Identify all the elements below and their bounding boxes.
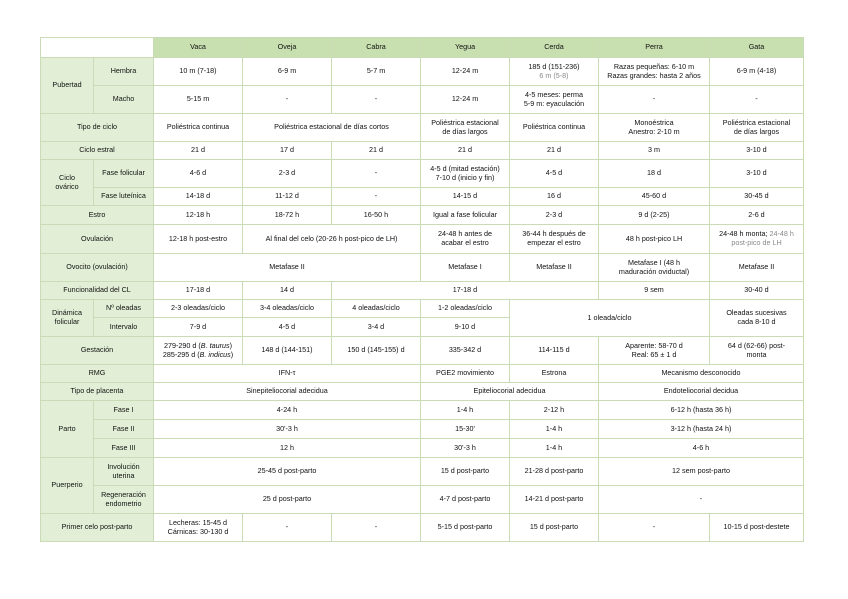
cell: 9 d (2-25) — [599, 206, 710, 225]
row-pubertad-macho — [41, 86, 804, 114]
cell: 25 d post-parto — [154, 486, 421, 514]
col-header-oveja: Oveja — [243, 38, 332, 58]
cell: 9 sem — [599, 282, 710, 300]
cell: 4-6 d — [154, 160, 243, 188]
cell: 1-2 oleadas/ciclo — [421, 300, 510, 318]
cell: Al final del celo (20-26 h post-pico de LH) — [243, 225, 421, 254]
row-label-ovocito: Ovocito (ovulación) — [41, 254, 154, 282]
cell — [510, 58, 599, 86]
cell: - — [243, 86, 332, 114]
cell-line: Cárnicas: 30-130 d — [167, 526, 229, 536]
cell: 5-15 m — [154, 86, 243, 114]
cell: 4-6 h — [599, 439, 804, 458]
cell: IFN-τ — [154, 365, 421, 383]
cell: 3 m — [599, 142, 710, 160]
cell: 1 oleada/ciclo — [510, 300, 710, 337]
cell-line: 285-295 d ( — [162, 349, 200, 359]
cell: 5-15 d post-parto — [421, 514, 510, 542]
cell: 14-15 d — [421, 188, 510, 206]
cell: 10-15 d post-destete — [710, 514, 804, 542]
cell: 12 h — [154, 439, 421, 458]
cell: 3-12 h (hasta 24 h) — [599, 420, 804, 439]
cell: 17-18 d — [332, 282, 599, 300]
cell-line: Ciclo — [59, 172, 75, 182]
cell: 4-5 d — [243, 318, 332, 337]
cell: 5-7 m — [332, 58, 421, 86]
cell-line: 185 d (151-236) — [528, 61, 580, 71]
cell: 3-10 d — [710, 142, 804, 160]
cell: - — [243, 514, 332, 542]
row-label-tipo-ciclo: Tipo de ciclo — [41, 114, 154, 142]
cell: 14-18 d — [154, 188, 243, 206]
cell: 9-10 d — [421, 318, 510, 337]
cell — [599, 58, 710, 86]
cell-line: uterina — [112, 470, 135, 480]
row-label-primer-celo: Primer celo post-parto — [41, 514, 154, 542]
cell: 16-50 h — [332, 206, 421, 225]
row-ciclo-estral — [41, 142, 804, 160]
col-header-cabra: Cabra — [332, 38, 421, 58]
row-label-gestacion: Gestación — [41, 337, 154, 365]
cell: Poliéstrica estacional de días cortos — [243, 114, 421, 142]
row-ovocito — [41, 254, 804, 282]
cell: 15 d post-parto — [421, 458, 510, 486]
cell: 3-4 d — [332, 318, 421, 337]
cell-line: Real: 65 ± 1 d — [631, 349, 677, 359]
row-sublabel-intervalo: Intervalo — [94, 318, 154, 337]
row-label-placenta: Tipo de placenta — [41, 383, 154, 401]
row-sublabel-luteinica: Fase luteínica — [94, 188, 154, 206]
cell: 4 oleadas/ciclo — [332, 300, 421, 318]
cell: Mecanismo desconocido — [599, 365, 804, 383]
row-parto-fase1 — [41, 401, 804, 420]
cell-line: ovárico — [55, 181, 79, 191]
row-sublabel-involucion — [94, 458, 154, 486]
cell-line: Regeneración — [101, 489, 146, 499]
row-estro — [41, 206, 804, 225]
cell: 15-30' — [421, 420, 510, 439]
row-sublabel-fase1: Fase I — [94, 401, 154, 420]
cell: 2-3 d — [510, 206, 599, 225]
cell-line: 24-48 h monta; — [719, 229, 768, 239]
cell: 17-18 d — [154, 282, 243, 300]
cell-line: B. taurus — [200, 340, 230, 350]
cell: 45-60 d — [599, 188, 710, 206]
cell: 14-21 d post-parto — [510, 486, 599, 514]
row-tipo-ciclo — [41, 114, 804, 142]
cell: 2-6 d — [710, 206, 804, 225]
cell: - — [332, 514, 421, 542]
cell: 21-28 d post-parto — [510, 458, 599, 486]
cell: PGE2 movimiento — [421, 365, 510, 383]
cell — [421, 160, 510, 188]
cell: 12-24 m — [421, 58, 510, 86]
reproductive-comparison-table — [40, 37, 804, 542]
cell: 18 d — [599, 160, 710, 188]
row-ovulacion — [41, 225, 804, 254]
cell — [154, 337, 243, 365]
cell: - — [332, 86, 421, 114]
row-sublabel-hembra: Hembra — [94, 58, 154, 86]
cell — [421, 114, 510, 142]
cell: Metafase II — [510, 254, 599, 282]
cell-line: post-pico de LH — [731, 238, 782, 247]
cell: 25-45 d post-parto — [154, 458, 421, 486]
row-placenta — [41, 383, 804, 401]
cell-line: Razas grandes: hasta 2 años — [607, 70, 701, 80]
cell-line: ) — [230, 349, 234, 359]
cell: 12 sem post-parto — [599, 458, 804, 486]
cell-line: 279-290 d ( — [164, 340, 201, 350]
cell — [710, 225, 804, 254]
cell — [154, 514, 243, 542]
cell-line: Lecheras: 15-45 d — [169, 517, 227, 527]
cell: - — [710, 86, 804, 114]
cell: 30-40 d — [710, 282, 804, 300]
row-label-funcionalidad-cl: Funcionalidad del CL — [41, 282, 154, 300]
cell: 1-4 h — [421, 401, 510, 420]
row-pubertad-hembra — [41, 58, 804, 86]
cell-line: 4-5 d (mitad estación) — [430, 163, 500, 173]
cell: Metafase I — [421, 254, 510, 282]
cell-line: Aparente: 58-70 d — [625, 340, 683, 350]
cell: - — [599, 486, 804, 514]
row-sublabel-folicular: Fase folicular — [94, 160, 154, 188]
cell: 15 d post-parto — [510, 514, 599, 542]
cell-line: B. indicus — [199, 349, 231, 359]
cell-line: endometrio — [105, 498, 142, 508]
cell-line: ) — [229, 340, 232, 350]
cell — [710, 337, 804, 365]
cell: 3-4 oleadas/ciclo — [243, 300, 332, 318]
cell-line: 24-48 h antes de — [438, 229, 492, 239]
row-sublabel-oleadas: Nº oleadas — [94, 300, 154, 318]
cell: Estrona — [510, 365, 599, 383]
cell: Sinepiteliocorial adecidua — [154, 383, 421, 401]
header-row — [41, 38, 804, 58]
cell-line: 5-9 m: eyaculación — [523, 98, 585, 108]
cell: 150 d (145-155) d — [332, 337, 421, 365]
row-label-estro: Estro — [41, 206, 154, 225]
cell: Poliéstrica continua — [154, 114, 243, 142]
cell: 16 d — [510, 188, 599, 206]
cell: 30'-3 h — [421, 439, 510, 458]
row-label-ciclo-estral: Ciclo estral — [41, 142, 154, 160]
cell: 1-4 h — [510, 420, 599, 439]
row-label-dinamica — [41, 300, 94, 337]
cell: - — [332, 188, 421, 206]
cell-line: acabar el estro — [441, 238, 489, 247]
cell: 4-24 h — [154, 401, 421, 420]
col-header-yegua: Yegua — [421, 38, 510, 58]
cell: 21 d — [154, 142, 243, 160]
cell: 114-115 d — [510, 337, 599, 365]
cell: 17 d — [243, 142, 332, 160]
cell — [710, 300, 804, 337]
cell: 3-10 d — [710, 160, 804, 188]
row-primer-celo — [41, 514, 804, 542]
cell-line: 7-10 d (inicio y fin) — [435, 172, 495, 182]
cell: 12-24 m — [421, 86, 510, 114]
row-puerperio-involucion — [41, 458, 804, 486]
cell: 4-5 d — [510, 160, 599, 188]
cell: 6-12 h (hasta 36 h) — [599, 401, 804, 420]
cell-line: 64 d (62-66) post- — [727, 340, 786, 350]
cell-line: Poliéstrica estacional — [431, 117, 499, 127]
row-puerperio-regeneracion — [41, 486, 804, 514]
cell-line: de días largos — [442, 126, 488, 136]
cell-line: empezar el estro — [527, 238, 581, 247]
row-dinamica-oleadas — [41, 300, 804, 318]
cell: Metafase II — [710, 254, 804, 282]
row-parto-fase2 — [41, 420, 804, 439]
cell: 6-9 m — [243, 58, 332, 86]
cell: 30-45 d — [710, 188, 804, 206]
cell — [599, 114, 710, 142]
cell-line: Involución — [107, 461, 140, 471]
cell: Igual a fase folicular — [421, 206, 510, 225]
cell: 2-3 d — [243, 160, 332, 188]
col-header-cerda: Cerda — [510, 38, 599, 58]
cell: - — [599, 86, 710, 114]
cell: 2-3 oleadas/ciclo — [154, 300, 243, 318]
row-funcionalidad-cl — [41, 282, 804, 300]
cell-line: monta — [746, 349, 767, 359]
cell — [599, 254, 710, 282]
cell: Endoteliocorial decidua — [599, 383, 804, 401]
cell: 10 m (7-18) — [154, 58, 243, 86]
row-sublabel-regeneracion — [94, 486, 154, 514]
cell — [421, 225, 510, 254]
cell: 18-72 h — [243, 206, 332, 225]
cell-line: Razas pequeñas: 6-10 m — [613, 61, 695, 71]
cell-line: 6 m (5-8) — [539, 70, 569, 80]
cell-line: 36-44 h después de — [522, 229, 586, 239]
row-sublabel-fase2: Fase II — [94, 420, 154, 439]
row-label-ciclo-ovarico — [41, 160, 94, 206]
cell-line: maduración oviductal) — [618, 266, 690, 276]
cell: 12-18 h post-estro — [154, 225, 243, 254]
row-label-parto: Parto — [41, 401, 94, 458]
cell-line: folicular — [54, 317, 80, 326]
cell-line: Oleadas sucesivas — [726, 308, 787, 318]
cell-line: de días largos — [733, 126, 780, 136]
row-label-rmg: RMG — [41, 365, 154, 383]
cell: 11-12 d — [243, 188, 332, 206]
row-fase-luteinica — [41, 188, 804, 206]
cell — [510, 225, 599, 254]
cell-line: Metafase I (48 h — [628, 257, 680, 267]
cell-line: cada 8-10 d — [737, 317, 776, 326]
col-header-vaca: Vaca — [154, 38, 243, 58]
row-gestacion — [41, 337, 804, 365]
cell: 14 d — [243, 282, 332, 300]
cell-line: 24-48 h — [769, 229, 794, 239]
cell: - — [332, 160, 421, 188]
corner-cell — [41, 38, 154, 58]
cell: 6-9 m (4-18) — [710, 58, 804, 86]
cell-line: Dinámica — [52, 308, 82, 318]
col-header-gata: Gata — [710, 38, 804, 58]
row-label-puerperio: Puerperio — [41, 458, 94, 514]
row-sublabel-macho: Macho — [94, 86, 154, 114]
cell-line: Monoéstrica — [634, 117, 674, 127]
col-header-perra: Perra — [599, 38, 710, 58]
cell-line: Poliéstrica estacional — [722, 117, 791, 127]
cell: 2-12 h — [510, 401, 599, 420]
row-parto-fase3 — [41, 439, 804, 458]
cell: 21 d — [510, 142, 599, 160]
cell: 48 h post-pico LH — [599, 225, 710, 254]
cell: Epiteliocorial adecidua — [421, 383, 599, 401]
row-label-ovulacion: Ovulación — [41, 225, 154, 254]
row-sublabel-fase3: Fase III — [94, 439, 154, 458]
cell: 1-4 h — [510, 439, 599, 458]
row-rmg — [41, 365, 804, 383]
cell: - — [599, 514, 710, 542]
cell: 12-18 h — [154, 206, 243, 225]
cell: 21 d — [421, 142, 510, 160]
cell: 7-9 d — [154, 318, 243, 337]
cell: 335-342 d — [421, 337, 510, 365]
row-label-pubertad: Pubertad — [41, 58, 94, 114]
cell-line: 4-5 meses: perma — [525, 89, 583, 99]
cell — [510, 86, 599, 114]
row-fase-folicular — [41, 160, 804, 188]
cell: 148 d (144-151) — [243, 337, 332, 365]
cell: Poliéstrica continua — [510, 114, 599, 142]
cell-line: Anestro: 2-10 m — [628, 126, 680, 136]
cell: Metafase II — [154, 254, 421, 282]
cell: 30'-3 h — [154, 420, 421, 439]
cell — [599, 337, 710, 365]
cell — [710, 114, 804, 142]
cell: 4-7 d post-parto — [421, 486, 510, 514]
cell: 21 d — [332, 142, 421, 160]
